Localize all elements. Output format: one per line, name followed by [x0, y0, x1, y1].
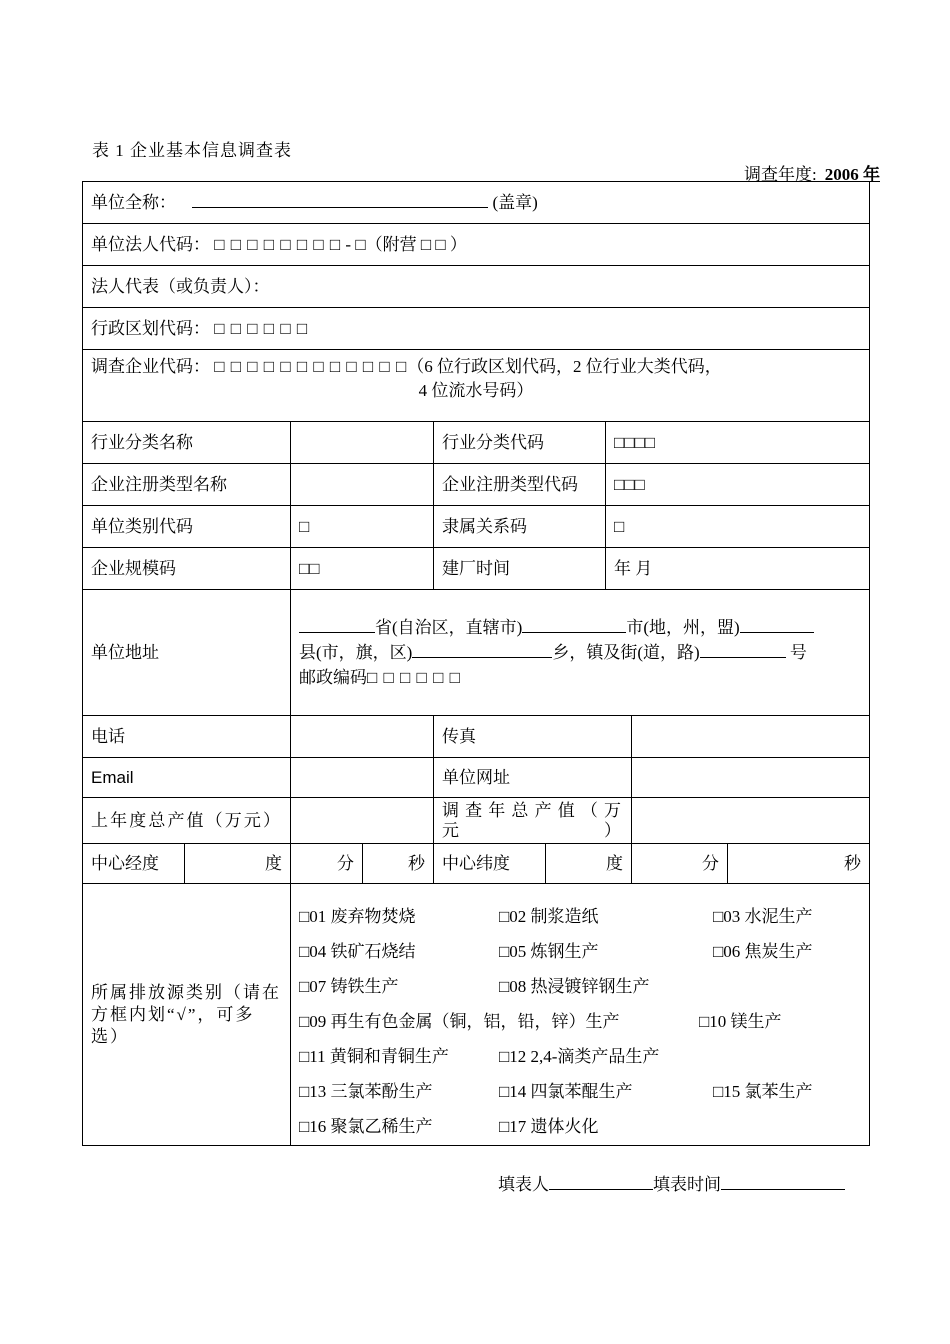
category-option[interactable]: □01 废弃物焚烧	[299, 906, 416, 926]
category-option[interactable]: □08 热浸镀锌钢生产	[499, 976, 650, 996]
lon-min[interactable]: 分	[291, 844, 363, 884]
unit-class-label: 单位类别代码	[83, 506, 291, 548]
survey-code-note: （6 位行政区划代码，2 位行业大类代码，	[407, 357, 722, 376]
industry-code-label: 行业分类代码	[434, 422, 606, 464]
city-text: 市(地，州，盟)	[626, 618, 740, 637]
form-footer	[498, 1170, 845, 1195]
category-option[interactable]: □02 制浆造纸	[499, 906, 599, 926]
category-option[interactable]: □05 炼钢生产	[499, 941, 599, 961]
website-label: 单位网址	[434, 758, 632, 798]
town-text: 乡，镇及街(道，路)	[552, 643, 700, 662]
affiliation-box[interactable]: □	[606, 506, 870, 548]
built-time-field[interactable]: 年 月	[606, 548, 870, 590]
lat-min[interactable]: 分	[632, 844, 728, 884]
postcode-label: 邮政编码	[299, 668, 367, 687]
built-time-label: 建厂时间	[434, 548, 606, 590]
email-field[interactable]	[291, 758, 434, 798]
unit-class-box[interactable]: □	[291, 506, 434, 548]
postcode-boxes[interactable]: □ □ □ □ □ □	[367, 668, 461, 687]
industry-name-field[interactable]	[291, 422, 434, 464]
survey-code-boxes[interactable]: □ □ □ □ □ □ □ □ □ □ □ □	[214, 357, 408, 376]
category-option[interactable]: □17 遗体火化	[499, 1116, 599, 1136]
phone-label: 电话	[83, 716, 291, 758]
fax-label: 传真	[434, 716, 632, 758]
reg-type-name-label: 企业注册类型名称	[83, 464, 291, 506]
lat-deg[interactable]: 度	[546, 844, 632, 884]
address-field[interactable]	[291, 590, 870, 716]
last-year-output-label: 上年度总产值（万元）	[83, 798, 291, 844]
category-option[interactable]: □06 焦炭生产	[713, 941, 813, 961]
lon-label: 中心经度	[83, 844, 185, 884]
admin-code-label: 行政区划代码：	[91, 318, 210, 338]
category-option[interactable]: □14 四氯苯醌生产	[499, 1081, 633, 1101]
website-field[interactable]	[632, 758, 870, 798]
survey-code-row[interactable]	[83, 350, 870, 422]
lon-deg[interactable]: 度	[185, 844, 291, 884]
legal-code-row[interactable]	[83, 224, 870, 266]
survey-year-output-label: 调查年总产值（万元）	[434, 798, 632, 844]
fax-field[interactable]	[632, 716, 870, 758]
survey-code-label: 调查企业代码：	[91, 357, 210, 376]
number-text: 号	[789, 643, 807, 662]
county-text: 县(市，旗，区)	[299, 643, 413, 662]
category-option[interactable]: □11 黄铜和青铜生产	[299, 1046, 449, 1066]
emission-category-options	[291, 884, 870, 1146]
lat-label: 中心纬度	[434, 844, 546, 884]
seal-note: (盖章)	[492, 193, 538, 212]
emission-category-label: 所属排放源类别（请在方框内划“√”，可多选）	[83, 884, 291, 1146]
category-option[interactable]: □09 再生有色金属（铜，铝，铅，锌）生产	[299, 1011, 620, 1031]
province-text: 省(自治区，直辖市)	[375, 618, 523, 637]
category-option[interactable]: □16 聚氯乙稀生产	[299, 1116, 433, 1136]
reg-type-name-field[interactable]	[291, 464, 434, 506]
survey-year-output-field[interactable]	[632, 798, 870, 844]
survey-code-note-2: 4 位流水号码）	[418, 381, 534, 400]
category-option[interactable]: □12 2,4-滴类产品生产	[499, 1046, 660, 1066]
fill-time-label: 填表时间	[653, 1175, 721, 1194]
unit-name-row[interactable]	[83, 182, 870, 224]
category-option[interactable]: □13 三氯苯酚生产	[299, 1081, 433, 1101]
town-blank[interactable]	[700, 641, 786, 658]
industry-name-label: 行业分类名称	[83, 422, 291, 464]
survey-year-value[interactable]: 2006 年	[824, 165, 880, 184]
legal-rep-row[interactable]	[83, 266, 870, 308]
scale-boxes[interactable]: □□	[291, 548, 434, 590]
unit-name-label: 单位全称：	[91, 193, 176, 212]
survey-year-label: 调查年度:	[744, 165, 817, 184]
legal-rep-label: 法人代表（或负责人）：	[91, 276, 270, 296]
legal-code-label: 单位法人代码：	[91, 234, 210, 254]
fill-time-field[interactable]	[721, 1173, 845, 1190]
province-blank[interactable]	[299, 616, 375, 633]
county-blank[interactable]	[412, 641, 552, 658]
lat-sec[interactable]: 秒	[728, 844, 870, 884]
legal-code-boxes[interactable]: □ □ □ □ □ □ □ □	[214, 234, 342, 254]
filler-label: 填表人	[498, 1175, 549, 1194]
unit-name-field[interactable]	[192, 191, 488, 208]
form-title: 表 1 企业基本信息调查表	[92, 141, 292, 160]
filler-field[interactable]	[549, 1173, 653, 1190]
address-label: 单位地址	[83, 590, 291, 716]
category-option[interactable]: □04 铁矿石烧结	[299, 941, 416, 961]
category-option[interactable]: □15 氯苯生产	[713, 1081, 813, 1101]
lon-sec[interactable]: 秒	[363, 844, 434, 884]
city-blank[interactable]	[522, 616, 626, 633]
category-option[interactable]: □03 水泥生产	[713, 906, 813, 926]
legal-code-tail[interactable]: - □（附营 □ □ ）	[345, 234, 467, 254]
phone-field[interactable]	[291, 716, 434, 758]
city-tail-blank[interactable]	[740, 616, 814, 633]
reg-type-code-boxes[interactable]: □□□	[606, 464, 870, 506]
category-option[interactable]: □10 镁生产	[699, 1011, 782, 1031]
scale-label: 企业规模码	[83, 548, 291, 590]
last-year-output-field[interactable]	[291, 798, 434, 844]
category-option[interactable]: □07 铸铁生产	[299, 976, 399, 996]
reg-type-code-label: 企业注册类型代码	[434, 464, 606, 506]
email-label: Email	[83, 758, 291, 798]
affiliation-label: 隶属关系码	[434, 506, 606, 548]
enterprise-info-table	[82, 181, 870, 1146]
admin-code-row[interactable]	[83, 308, 870, 350]
industry-code-boxes[interactable]: □□□□	[606, 422, 870, 464]
admin-code-boxes[interactable]: □ □ □ □ □ □	[214, 318, 309, 338]
